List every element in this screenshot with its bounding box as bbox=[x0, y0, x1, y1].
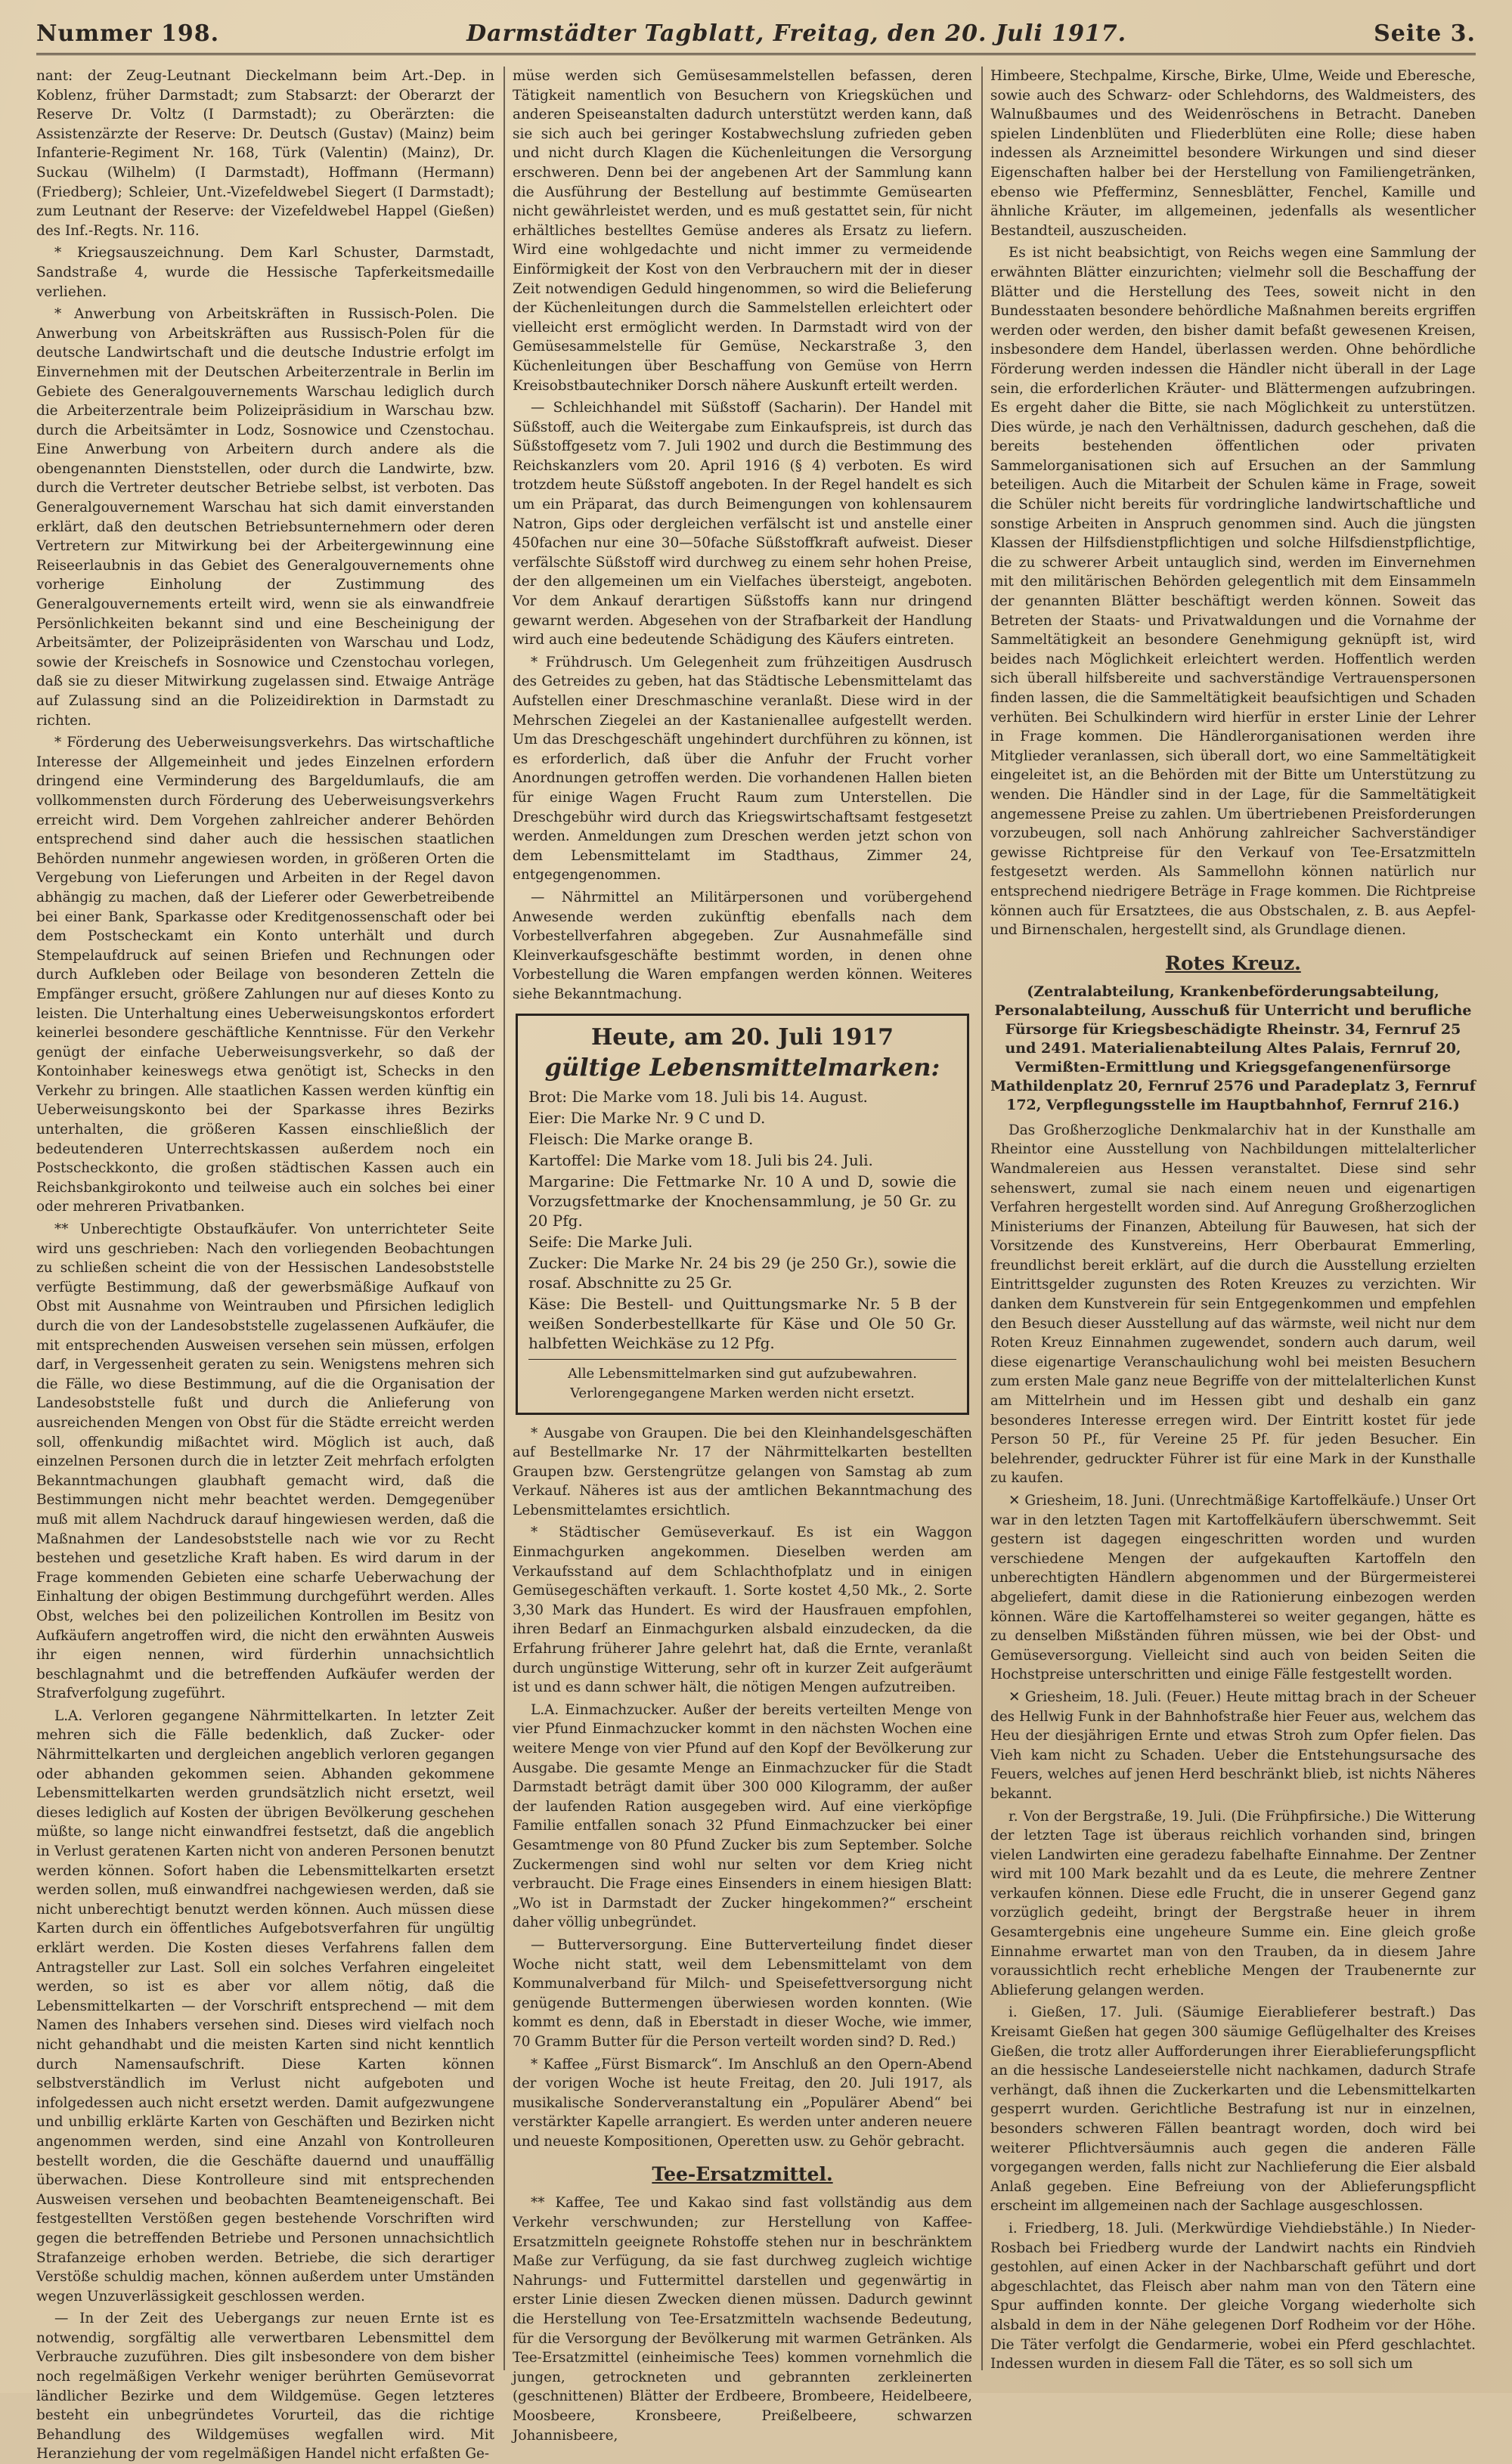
article-ernte: — In der Zeit des Uebergangs zur neuen Ernte ist es notwendig, sorgfältig alle verwertbaren Lebensmittel dem Verbrauche zuzuführen. Dies gilt insbesondere von dem bisher noch regelmäßigen Verkehr weniger berührten Gemüsevorrat ländlicher Bezirke und dem Wildgemüse. Gegen letzteres besteht ein unbegründetes Vorurteil, das die richtige Behandlung des Wildgemüses wegfallen wird. Mit Heranziehung der vom regelmäßigen Handel nicht erfaßten Ge- bbox=[36, 2311, 494, 2462]
column-1 bbox=[36, 67, 494, 2462]
article-griesheim-kartoffel: ✕ Griesheim, 18. Juni. (Unrechtmäßige Kartoffelkäufe.) Unser Ort war in den letzten Tagen mit Kartoffelkäufern überschwemmt. Seit gestern ist dagegen eingeschritten worden und wurden verschiedene Mengen der aufgekauften Kartoffeln den unberechtigten Händlern abgenommen und der Bürgermeisterei abgeliefert, damit diese in die Rationierung einbezogen werden können. Wäre die Kartoffelhamsterei so weiter gegangen, hätte es zu denselben Mißständen führen müssen, wie bei der Obst- und Gemüseversorgung. Vielleicht sind auch von beiden Seiten die Hochstpreise unterschritten und einige Fälle festgestellt worden. bbox=[990, 1493, 1476, 1683]
article-gemuese-cont: müse werden sich Gemüsesammelstellen befassen, deren Tätigkeit namentlich von Besuchern von Kriegsküchen und anderen Speiseanstalten dadurch unterstützt werden kann, daß sie sich auch bei geringer Kostabwechslung zufrieden geben und nicht durch Klagen die Küchenleitungen die Versorgung erschweren. Denn bei der angebenen Art der Sammlung kann die Ausführung der Bestellung auf bestimmte Gemüsearten nicht gewährleistet werden, und es muß gestattet sein, für nicht erhältliches bestelltes Gemüse anderes als Ersatz zu liefern. Wird eine wohlgedachte und nicht immer zu vermeidende Einförmigkeit der Kost von den Verbrauchern mit der in dieser Zeit notwendigen Geduld hingenommen, so wird die Belieferung der Küchenleitungen durch die Sammelstellen erleichtert oder vielleicht erst ermöglicht werden. In Darmstadt wird von der Gemüsesammelstelle für Gemüse, Neckarstraße 3, den Küchenleitungen über Beschaffung von Gemüse von Herrn Kreisobstbautechniker Dorsch nähere Auskunft erteilt werden. bbox=[513, 68, 972, 394]
article-promotions: nant: der Zeug-Leutnant Dieckelmann beim Art.-Dep. in Koblenz, früher Darmstadt; zum Stabsarzt: der Oberarzt der Reserve Dr. Voltz (I Darmstadt); zu Oberärzten: die Assistenzärzte der Reserve: Dr. Deutsch (Gustav) (Mainz) beim Infanterie-Regiment Nr. 168, Türk (Valentin) (Mainz), Dr. Suckau (Wilhelm) (I Darmstadt), Hoffmann (Hermann) (Friedberg); Schleier, Unt.-Vizefeldwebel Siegert (I Darmstadt); zum Leutnant der Reserve: der Vizefeldwebel Happel (Gießen) des Inf.-Regts. Nr. 116. bbox=[36, 68, 494, 239]
masthead bbox=[36, 14, 1476, 55]
article-graupen: * Ausgabe von Graupen. Die bei den Kleinhandelsgeschäften auf Bestellmarke Nr. 17 der Nährmittelkarten bestellten Graupen bzw. Gerstengrütze gelangen von Samstag ab zum Verkauf. Näheres ist aus der amtlichen Bekanntmachung des Lebensmittelamtes ersichtlich. bbox=[513, 1425, 972, 1518]
article-tee: ** Kaffee, Tee und Kakao sind fast vollständig aus dem Verkehr verschwunden; zur Herstellung von Kaffee-Ersatzmitteln geeignete Rohstoffe stehen nur in beschränktem Maße zur Verfügung, da sie fast durchweg zugleich wichtige Nahrungs- und Futtermittel darstellen und gegenwärtig in erster Linie diesen Zwecken dienen müssen. Dadurch gewinnt die Herstellung von Tee-Ersatzmitteln wachsende Bedeutung, für die Versorgung der Bevölkerung mit warmen Getränken. Als Tee-Ersatzmittel (einheimische Tees) kommen vornehmlich die jungen, getrockneten und gebrannten zerkleinerten (geschnittenen) Blätter der Erdbeere, Brombeere, Heidelbeere, Moosbeere, Kronsbeere, Preißelbeere, schwarzen Johannisbeere, bbox=[513, 2195, 972, 2444]
tee-heading: Tee-Ersatzmittel. bbox=[652, 2163, 833, 2186]
ration-box-subtitle: gültige Lebensmittelmarken: bbox=[544, 1052, 940, 1082]
article-gemueseverkauf: * Städtischer Gemüseverkauf. Es ist ein Waggon Einmachgurken angekommen. Dieselben werden am Verkaufsstand auf dem Schlachthofplatz und in einigen Gemüsegeschäften verkauft. 1. Sorte kostet 4,50 Mk., 2. Sorte 3,30 Mark das Hundert. Es wird der Hausfrauen empfohlen, ihren Bedarf an Einmachgurken alsbald einzudecken, da die Erfahrung früherer Jahre gelehrt hat, daß die Ernte, veranlaßt durch ungünstige Witterung, sehr oft in kurzer Zeit aufgeräumt ist und es dann schwer hält, die nötigen Mengen aufzutreiben. bbox=[513, 1525, 972, 1696]
ration-row: Kartoffel: Die Marke vom 18. Juli bis 24. Juli. bbox=[528, 1150, 873, 1169]
article-anwerbung: * Anwerbung von Arbeitskräften in Russisch-Polen. Die Anwerbung von Arbeitskräften aus Russisch-Polen für die deutsche Landwirtschaft und die deutsche Industrie erfolgt im Einvernehmen mit der Deutschen Arbeiterzentrale in Berlin im Gebiete des Generalgouvernements Warschau lediglich durch die Arbeiterzentrale beim Polizeipräsidium in Warschau bzw. durch die Arbeitsämter in Lodz, Sosnowice und Czenstochau. Eine Anwerbung von Arbeitern durch andere als die obengenannten Dienststellen, oder durch die Landwirte, bzw. durch die Vertreter deutscher Betriebe selbst, ist verboten. Das Generalgouvernement Warschau hat sich damit einverstanden erklärt, daß den deutschen Betriebsunternehmern oder deren Vertretern zur Mitwirkung bei der Arbeitergewinnung eine Reiseerlaubnis in das Gebiet des Generalgouvernements ohne vorherige Einholung der Zustimmung des Generalgouvernements erteilt wird, wenn sie als einwandfreie Persönlichkeiten bekannt sind und eine Bescheinigung der Arbeitsämter, der Polizeipräsidenten von Warschau und Lodz, sowie der Kreischefs in Sosnowice und Czenstochau vorlegen, daß sie zu dieser Mitwirkung zugelassen sind. Etwaige Anträge auf Zulassung sind an die Polizeidirektion in Darmstadt zu richten. bbox=[36, 306, 494, 729]
ration-row: Fleisch: Die Marke orange B. bbox=[528, 1129, 754, 1148]
article-butterversorgung: — Butterversorgung. Eine Butterverteilung findet dieser Woche nicht statt, weil dem Lebensmittelamt von dem Kommunalverband für Milch- und Speisefettversorgung nicht genügende Buttermengen überwiesen worden konnten. (Wie kommt es denn, daß in Eberstadt in dieser Woche, wie immer, 70 Gramm Butter für die Person verteilt worden sind? D. Red.) bbox=[513, 1936, 972, 2050]
article-fruehdrusch: * Frühdrusch. Um Gelegenheit zum frühzeitigen Ausdrusch des Getreides zu geben, hat das Städtische Lebensmittelamt das Aufstellen einer Dreschmaschine veranlaßt. Diese wird in der Mehrschen Ziegelei an der Kastanienallee aufgestellt werden. Um das Dreschgeschäft ungehindert durchführen zu können, ist es erforderlich, daß über die Anfuhr der Frucht vorher Anordnungen getroffen werden. Die vorhandenen Hallen bieten für einige Wagen Frucht Raum zum Unterstellen. Die Dreschgebühr wird durch das Kriegswirtschaftsamt festgesetzt werden. Anmeldungen zum Dreschen werden jetzt schon von dem Lebensmittelamt im Stadthaus, Zimmer 24, entgegengenommen. bbox=[513, 654, 972, 884]
article-naehrmittel-militaer: — Nährmittel an Militärpersonen und vorübergehend Anwesende werden zukünftig ebenfalls nach dem Vorbestellverfahren abgegeben. Zur Ausnahmefälle sind Kleinverkaufsgeschäfte bestimmt worden, in denen ohne Vorbestellung die Waren empfangen werden können. Weiteres siehe Bekanntmachung. bbox=[513, 889, 972, 1002]
article-friedberg: i. Friedberg, 18. Juli. (Merkwürdige Viehdiebstähle.) In Nieder-Rosbach bei Friedberg wurde der Landwirt nachts ein Rindvieh gestohlen, auf einen Acker in der Nachbarschaft geführt und dort abgeschlachtet, das Fleisch aber nahm man von den Tätern eine Spur auffinden konnte. Der gleiche Vorgang wiederholte sich alsbald in dem in der Nähe gelegenen Dorf Rodheim vor der Höhe. Die Täter verfolgt die Gendarmerie, wobei ein Pferd geschlachtet. Indessen wurden in diesem Fall die Täter, es so soll sich um bbox=[990, 2220, 1476, 2373]
article-griesheim-feuer: ✕ Griesheim, 18. Juli. (Feuer.) Heute mittag brach in der Scheuer des Hellwig Funk in der Bahnhofstraße hier Feuer aus, welchem das Heu der diesjährigen Ernte und etwas Stroh zum Opfer fielen. Das Vieh kam nicht zu Schaden. Ueber die Entstehungsursache des Feuers, welches auf jenen Herd beschränkt blieb, ist nichts Näheres bekannt. bbox=[990, 1689, 1476, 1802]
ration-row: Zucker: Die Marke Nr. 24 bis 29 (je 250 Gr.), sowie die rosaf. Abschnitte zu 25 Gr. bbox=[528, 1253, 956, 1292]
article-kriegsauszeichnung: * Kriegsauszeichnung. Dem Karl Schuster, Darmstadt, Sandstraße 4, wurde die Hessische Tapferkeitsmedaille verliehen. bbox=[36, 245, 494, 300]
article-giessen: i. Gießen, 17. Juli. (Säumige Eierablieferer bestraft.) Das Kreisamt Gießen hat gegen 300 säumige Geflügelhalter des Kreises Gießen, die trotz aller Aufforderungen ihrer Eierablieferungspflicht an die hessische Landeseierstelle nicht nachkamen, dadurch Strafe verhängt, daß ihnen die Zuckerkarten und die Lebensmittelkarten gesperrt wurden. Gerichtliche Bestrafung ist nur in einzelnen, besonders schweren Fällen beantragt worden, doch wird bei weiterer Pflichtversäumnis auch gegen die anderen Fälle vorgegangen werden, falls nicht zur Nachlieferung die Eier alsbald Anlaß gegeben. Eine Befreiung von der Ablieferungspflicht erscheint im allgemeinen nach der Sachlage ausgeschlossen. bbox=[990, 2004, 1476, 2215]
red-cross-heading: Rotes Kreuz. bbox=[1165, 952, 1301, 974]
ration-row: Käse: Die Bestell- und Quittungsmarke Nr. 5 B der weißen Sonderbestellkarte für Käse und Ole 50 Gr. halbfetten Weichkäse zu 12 Pfg. bbox=[528, 1294, 956, 1352]
article-kaffee-bismarck: * Kaffee „Fürst Bismarck“. Im Anschluß an den Opern-Abend der vorigen Woche ist heute Freitag, den 20. Juli 1917, als musikalische Sonderveranstaltung ein „Populärer Abend“ bei verstärkter Kapelle arrangiert. Es werden unter anderen neuere und neueste Kompositionen, Operetten usw. zu Gehör gebracht. bbox=[513, 2056, 972, 2150]
column-3 bbox=[990, 67, 1476, 2373]
issue-number: Nummer 198. bbox=[36, 20, 220, 47]
article-tee-cont: Himbeere, Stechpalme, Kirsche, Birke, Ulme, Weide und Eberesche, sowie auch des Schwarz- oder Schlehdorns, des Waldmeisters, des Walnußbaumes und des Weidenröschens in Betracht. Daneben spielen Lindenblüten und Fliederblüten eine Rolle; diese haben indessen als Arzneimittel besondere Wirkungen und sind dieser Eigenschaften halber bei der Herstellung von Familiengetränken, ebenso wie Pfefferminz, Sennesblätter, Fenchel, Kamille und ähnliche Kräuter, im allgemeinen, jedenfalls als wesentlicher Bestandteil, auszuscheiden. bbox=[990, 68, 1476, 239]
ration-row: Eier: Die Marke Nr. 9 C und D. bbox=[528, 1108, 766, 1127]
column-2 bbox=[513, 67, 972, 2444]
ration-stamps-box bbox=[516, 1014, 969, 1415]
article-tee-sammlung: Es ist nicht beabsichtigt, von Reichs wegen eine Sammlung der erwähnten Blätter einzurichten; vielmehr soll die Beschaffung der Blätter und die Herstellung des Tees, soweit nicht in den Bundesstaaten besondere behördliche Maßnahmen bereits ergriffen werden oder werden, den bisher damit befaßt gewesenen Kreisen, insbesondere dem Handel, überlassen werden. Ohne behördliche Förderung werden indessen die Händler nicht überall in der Lage sein, die erforderlichen Kräuter- und Blättermengen aufzubringen. Es ergeht daher die Bitte, sie nach Möglichkeit zu unterstützen. Dies würde, je nach den Verhältnissen, dadurch geschehen, daß die bereits bestehenden öffentlichen oder privaten Sammelorganisationen sich auf Ersuchen an der Sammlung beteiligen. Auch die Mitarbeit der Schulen käme in Frage, soweit die Schüler nicht bereits für vordringliche landwirtschaftliche und sonstige Arbeiten in Anspruch genommen sind. Auch die jüngsten Klassen der Hilfsdienstpflichtigen und solche Hilfsdienstpflichtige, die zu schwerer Arbeit untauglich sind, werden im Einvernehmen mit den militärischen Behörden gelegentlich mit dem Einsammeln der genannten Blätter beschäftigt werden können. Soweit das Betreten der Staats- und Privatwaldungen und die Vornahme der Sammeltätigkeit an besondere Genehmigung geknüpft ist, wird beides nach Möglichkeit erleichtert werden. Hoffentlich werden sich überall hilfsbereite und sachverständige Vertrauenspersonen finden lassen, die die Sammeltätigkeit beaufsichtigen und Schaden verhüten. Bei Schulkindern wird hierfür in erster Linie der Lehrer in Frage kommen. Die Händlerorganisationen werden ihre Mitglieder veranlassen, sich überall dort, wo eine Sammeltätigkeit eingeleitet ist, an die Behörden mit der Bitte um Unterstützung zu wenden. Die Händler sind in der Lage, für die Sammeltätigkeit angemessene Preise zu zahlen. Um übertriebenen Preisforderungen vorzubeugen, soll nach Anhörung zahlreicher Sachverständiger gewisse Richtpreise für den Verkauf von Tee-Ersatzmitteln festgesetzt werden. Als Sammellohn können natürlich nur entsprechend niedrigere Beträge in Frage kommen. Die Richtpreise können auch für Ersatztees, die aus Obstschalen, z. B. aus Aepfel- und Birnenschalen, hergestellt sind, als Grundlage dienen. bbox=[990, 245, 1476, 939]
ration-box-title: Heute, am 20. Juli 1917 bbox=[590, 1023, 894, 1051]
ration-row: Margarine: Die Fettmarke Nr. 10 A und D, sowie die Vorzugsfettmarke der Knochensammlung, je 50 Gr. zu 20 Pfg. bbox=[528, 1172, 956, 1230]
article-suessstoff: — Schleichhandel mit Süßstoff (Sacharin). Der Handel mit Süßstoff, auch die Weitergabe zum Einkaufspreis, ist durch das Süßstoffgesetz vom 7. Juli 1902 und durch die Bestimmung des Reichskanzlers vom 20. April 1916 (§ 4) verboten. Es wird trotzdem heute Süßstoff angeboten. In der Regel handelt es sich um ein Präparat, das durch Beimengungen von kohlensaurem Natron, Gips oder dergleichen verfälscht ist und anstelle einer 450fachen nur eine 30—50fache Süßstoffkraft aufweist. Dieser verfälschte Süßstoff wird durchweg zu einem sehr hohen Preise, der den allgemeinen um ein Vielfaches übersteigt, angeboten. Vor dem Ankauf derartigen Süßstoffs kann nur dringend gewarnt werden. Abgesehen von der Strafbarkeit der Handlung wird auch eine bedeutende Schädigung des Käufers eintreten. bbox=[513, 400, 972, 649]
article-einmachzucker: L.A. Einmachzucker. Außer der bereits verteilten Menge von vier Pfund Einmachzucker kommt in den nächsten Wochen eine weitere Menge von vier Pfund auf den Kopf der Bevölkerung zur Ausgabe. Die gesamte Menge an Einmachzucker für die Stadt Darmstadt beträgt damit über 300 000 Kilogramm, der außer der laufenden Ration ausgegeben wird. Auf eine vierköpfige Familie entfallen sonach 32 Pfund Einmachzucker bei einer Gesamtmenge von 80 Pfund Zucker bis zum September. Solche Zuckermengen sind wohl nur selten vor dem Krieg nicht verbraucht. Die Frage eines Einsenders in einem hiesigen Blatt: „Wo ist in Darmstadt der Zucker hingekommen?“ erscheint daher völlig unbegründet. bbox=[513, 1701, 972, 1931]
article-obstaufkaeufer: ** Unberechtigte Obstaufkäufer. Von unterrichteter Seite wird uns geschrieben: Nach den vorliegenden Beobachtungen zu schließen scheint die von der Hessischen Landesobststelle verfügte Bestimmung, daß der gewerbsmäßige Aufkauf von Obst mit Ausnahme von Weintrauben und Pfirsichen lediglich durch die von der Landesobststelle zugelassenen Aufkäufer, die mit entsprechenden Ausweisen versehen sein müssen, erfolgen darf, in Vergessenheit geraten zu sein. Wenigstens mehren sich die Fälle, wo diese Bestimmung, auf die die Organisation der Landesobststelle fußt und durch die Anlieferung von ausreichenden Mengen von Obst für die Städte erreicht werden soll, offenkundig mißachtet wird. Möglich ist auch, daß einzelnen Personen durch die in letzter Zeit mehrfach erfolgten Bekanntmachungen glaubhaft gemacht wird, daß die Bestimmungen nicht mehr beachtet werden. Demgegenüber muß mit allem Nachdruck darauf hingewiesen werden, daß die Maßnahmen der Landesobststelle nach wie vor zu Recht bestehen und gesetzliche Kraft haben. Es wird darum in der Frage kommenden Gebieten eine scharfe Ueberwachung der Einhaltung der obigen Bestimmung durchgeführt werden. Alles Obst, welches bei den polizeilichen Kontrollen im Besitz von Aufkäufern angetroffen wird, die nicht den erwähnten Ausweis ihr eigen nennen, wird fürderhin unnachsichtlich beschlagnahmt und die betreffenden Aufkäufer werden der Strafverfolgung zugeführt. bbox=[36, 1221, 494, 1702]
ration-row: Seife: Die Marke Juli. bbox=[528, 1232, 693, 1251]
column-rule-1 bbox=[503, 67, 505, 2370]
article-red-cross: Das Großherzogliche Denkmalarchiv hat in der Kunsthalle am Rheintor eine Ausstellung von Nachbildungen mittelalterlicher Wandmalereien aus Hessen veranstaltet. Diese sind sehr sehenswert, zumal sie nach einem neuen und eigenartigen Verfahren hergestellt worden sind. Auf Anregung Großherzoglichen Ministeriums der Finanzen, Abteilung für Bauwesen, hat sich der Vorsitzende des Kunstvereins, Herr Oberbaurat Emmerling, freundlichst bereit erklärt, auf die durch die Ausstellung erzielten Eintrittsgelder zugunsten des Roten Kreuzes zu verzichten. Wir danken dem Kunstverein für sein Entgegenkommen und empfehlen den Besuch dieser Ausstellung auf das wärmste, weil nicht nur dem Roten Kreuz Einnahmen zugewendet, sondern auch darum, weil diese eigenartige Veranschaulichung wohl bei meisten Besuchern zum ersten Male ganz neue Begriffe von der mittelalterlichen Kunst am Mittelrhein und im Hessen gibt und deshalb ein ganz besonderes Interesse erregen wird. Der Eintritt kostet für jede Person 50 Pf., für Vereine 25 Pf. für jeden Besucher. Ein belehrender, gedruckter Führer ist für eine Mark in der Kunsthalle zu kaufen. bbox=[990, 1122, 1476, 1487]
ration-row: Brot: Die Marke vom 18. Juli bis 14. August. bbox=[528, 1087, 868, 1106]
article-bergstrasse: r. Von der Bergstraße, 19. Juli. (Die Frühpfirsiche.) Die Witterung der letzten Tage ist überaus reichlich vorhanden sind, bringen vielen Landwirten eine geradezu fabelhafte Einnahme. Der Zentner wird mit 100 Mark bezahlt und da es Leute, die mehrere Zentner verkaufen können. Diese edle Frucht, die in unserer Gegend ganz vorzüglich gedeiht, bringt der Bergstraße heuer in ihrem Gesamtergebnis eine ungeheure Summe ein. Eine gleich große Einnahme erwartet man von den Trauben, da in diesem Jahre voraussichtlich recht erhebliche Mengen der Traubenernte zur Ablieferung gelangen werden. bbox=[990, 1808, 1476, 1998]
column-rule-2 bbox=[981, 67, 983, 2370]
article-naehrmittelkarten: L.A. Verloren gegangene Nährmittelkarten. In letzter Zeit mehren sich die Fälle bedenklich, daß Zucker- oder Nährmittelkarten und dergleichen angeblich verloren gegangen oder abhanden gekommen seien. Abhanden gekommene Lebensmittelkarten werden grundsätzlich nicht ersetzt, weil dieses lediglich auf Kosten der übrigen Bevölkerung geschehen müßte, so lange nicht einwandfrei festsetzt, daß die angeblich in Verlust geratenen Karten nicht von anderen Personen benutzt werden können. Sofort haben die Lebensmittelkarten ersetzt werden sollen, muß einwandfrei nachgewiesen werden, daß sie nicht unberechtigt benutzt werden können. Auch müssen diese Karten durch ein öffentliches Aufgebotsverfahren für ungültig erklärt werden. Die Kosten dieses Verfahrens fallen dem Antragsteller zur Last. Soll ein solches Verfahren eingeleitet werden, so ist es aber vor allem nötig, daß die Lebensmittelkarten — der Vorschrift entsprechend — mit dem Namen des Inhabers versehen sind. Dieses wird vielfach noch nicht gehandhabt und die meisten Karten sind nicht kenntlich durch Namensaufschrift. Diese Karten können selbstverständlich im Verlust nicht aufgeboten und infolgedessen auch nicht ersetzt werden. Damit aufgezwungene und unbillig erklärte Karten von Geschäften und Bezirken nicht angenommen werden, sind eine Anzahl von Kontrolleuren bestellt worden, die die Geschäfte dauernd und unauffällig überwachen. Diese Kontrolleure sind mit entsprechenden Ausweisen versehen und beobachten Beamteneigenschaft. Bei festgestellten Verstößen gegen bestehende Vorschriften wird gegen die betreffenden Betriebe und Personen unnachsichtlich Strafanzeige erhoben werden. Betriebe, die sich derartiger Verstöße schuldig machen, können außerdem unter Umständen wegen Unzuverlässigkeit geschlossen werden. bbox=[36, 1707, 494, 2305]
red-cross-subheading: (Zentralabteilung, Krankenbeförderungsabteilung, Personalabteilung, Ausschuß für Unterricht und berufliche Fürsorge für Kriegsbeschädigte Rheinstr. 34, Fernruf 25 und 2491. Materialienabteilung Altes Palais, Fernruf 20, Vermißten-Ermittlung und Kriegsgefangenenfürsorge Mathildenplatz 20, Fernruf 2576 und Paradeplatz 3, Fernruf 172, Verpflegungsstelle im Hauptbahnhof, Fernruf 216.) bbox=[990, 983, 1476, 1113]
page-number: Seite 3. bbox=[1374, 20, 1476, 47]
article-ueberweisungsverkehr: * Förderung des Ueberweisungsverkehrs. Das wirtschaftliche Interesse der Allgemeinheit und jedes Einzelnen erfordern dringend eine Verminderung des Bargeldumlaufs, die am vollkommensten durch Förderung des Ueberweisungsverkehrs erreicht wird. Dem Vorgehen zahlreicher anderer Behörden entsprechend sind daher auch die hessischen staatlichen Behörden nunmehr angewiesen worden, in größeren Orten die Vergebung von Lieferungen und Arbeiten in der Regel davon abhängig zu machen, daß der Lieferer oder Gewerbetreibende bei einer Bank, Sparkasse oder Kreditgenossenschaft oder bei dem Postscheckamt ein Konto unterhält und durch Stempelaufdruck auf seinen Briefen und Rechnungen oder durch Aufkleben oder Beilage von besonderen Zetteln die Empfänger ersucht, größere Zahlungen nur auf dieses Konto zu leisten. Die Unterhaltung eines Ueberweisungskontos erfordert keinerlei besondere geschäftliche Kenntnisse. Für den Verkehr genügt der einfache Ueberweisungsverkehr, so daß der Kontoinhaber keineswegs etwa genötigt ist, Schecks in den Verkehr zu bringen. Alle staatlichen Kassen werden künftig ein Ueberweisungskonto bei der Sparkasse ihres Bezirks unterhalten, die größeren Kassen einschließlich der bedeutenderen Unterrechtskassen außerdem noch ein Postscheckkonto, die großen städtischen Kassen auch ein Reichsbankgirokonto und teilweise auch ein solches bei einer oder mehreren Privatbanken. bbox=[36, 735, 494, 1215]
ration-box-footer: Alle Lebensmittelmarken sind gut aufzubewahren. Verlorengegangene Marken werden nicht ersetzt. bbox=[528, 1359, 956, 1404]
newspaper-title: Darmstädter Tagblatt, Freitag, den 20. Juli 1917. bbox=[466, 20, 1127, 47]
